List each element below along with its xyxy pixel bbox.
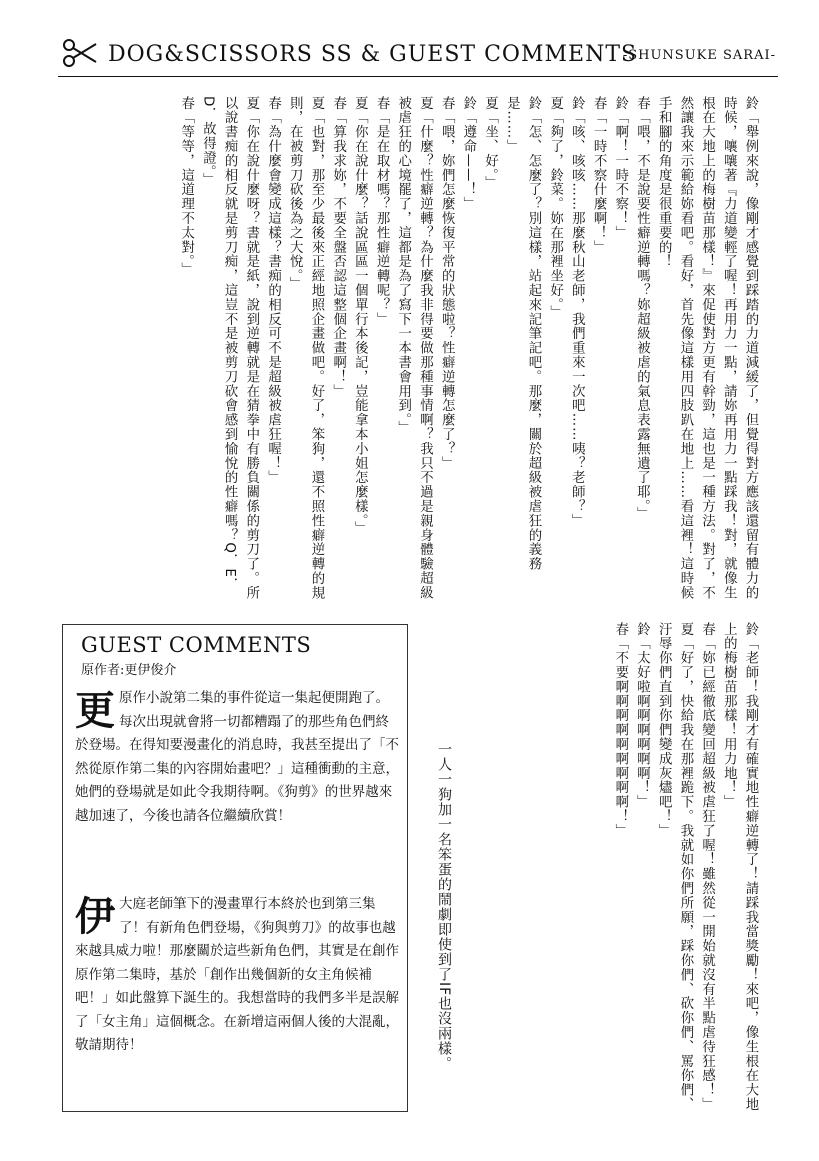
story-tagline: 一人一狗加一名笨蛋的鬧劇即使到了IF也沒兩樣。: [436, 742, 452, 1072]
story-line: 鈴「啊！一時不察！」: [612, 96, 628, 240]
page-title: DOG&SCISSORS SS & GUEST COMMENTS: [108, 42, 638, 67]
story-lower: [491, 622, 761, 1112]
story-line: 夏「好了，快給我在那裡跪下。我就如你們所願，踩你們、砍你們、罵你們、汙辱你們直到你們變成灰燼吧！」: [656, 622, 693, 1112]
story-line: 夏「夠了，鈴菜。妳在那裡坐好。」: [547, 96, 563, 320]
story-line: 鈴「怎、怎麼了？別這樣，站起來記筆記吧。那麼，關於超級被虐狂的義務是……」: [504, 96, 541, 572]
story-line: 鈴「咳、咳咳……那麼秋山老師，我們重來一次吧……咦？老師？」: [569, 96, 585, 528]
guest-comments-box: [62, 624, 408, 1112]
story-line: 春「妳已經徹底變回超級被虐狂了喔！雖然從一開始就沒有半點虐待狂感！」: [699, 622, 715, 1112]
story-line: 春「一時不察什麼啊！」: [591, 96, 607, 255]
story-line: 春「不要啊啊啊啊啊啊啊啊啊！」: [612, 622, 628, 838]
story-line: 夏「也對，那至少最後來正經地照企畫做吧。好了，笨狗，還不照性癖逆轉的規則，在被剪刀砍後為之大悅。」: [287, 96, 324, 600]
story-line: 鈴「舉例來說，像剛才感覺到踩踏的力道減緩了，但覺得對方應該還留有體力的時候，嚷嚷著『力道變輕了喔！再用力一點，請妳再用力一點踩我！對，就像生根在大地上的梅樹苗那樣！』來促使對方更有幹勁，這也是一種方法。對了，不然讓我來示範給妳看吧。看好，首先像這樣用四肢趴在地上……看這裡！這時候手和腳的角度是很重要的！: [656, 96, 758, 600]
story-line: 夏「坐、好。」: [482, 96, 498, 191]
guest-comment: [75, 687, 401, 887]
story-line: 春「喂，妳們怎麼恢復平常的狀態啦？性癖逆轉怎麼了？」: [439, 96, 455, 471]
story-line: 夏「你在說什麼呀？書就是紙，說到逆轉就是在猜拳中有勝負關係的剪刀了。所以說書痴的相反就是剪刀痴，這豈不是被剪刀砍會感到愉悅的性癖嗎？Q．E．D．故得證。」: [200, 96, 259, 600]
story-upper: [81, 96, 761, 608]
story-line: 春「為什麼會變成這樣？書痴的相反可不是超級被虐狂喔！」: [265, 96, 281, 485]
story-line: 鈴「老師！我剛才有確實地性癖逆轉了！請踩我當獎勵！來吧，像生根在大地上的梅樹苗那樣！用力地！」: [721, 622, 758, 1112]
story-line: 夏「什麼？性癖逆轉？為什麼我非得要做那種事情啊？我只不過是親身體驗超級被虐狂的心境罷了，這都是為了寫下一本書會用到。」: [395, 96, 433, 600]
story-line: 鈴「太好啦啊啊啊啊啊啊！」: [634, 622, 650, 810]
comment-text: 大庭老師筆下的漫畫單行本終於也到第三集了！有新角色們登場，《狗與剪刀》的故事也越來越具威力啦！那麼關於這些新角色們，其實是在創作原作第二集時，基於「創作出幾個新的女主角候補吧！」如此盤算下誕生的。我想當時的我們多半是誤解了「女主角」這個概念。在新增這兩個人後的大混亂，敬請期待！: [75, 896, 399, 1053]
guest-comments-title: GUEST COMMENTS: [81, 633, 312, 657]
story-line: 春「喂，不是說要性癖逆轉嗎？妳超級被虐的氣息表露無遺了耶。」: [634, 96, 650, 522]
story-line: 春「等等，這道理不太對。」: [178, 96, 194, 277]
header-author: -SHUNSUKE SARAI-: [622, 48, 776, 63]
comment-text: 原作小說第二集的事件從這一集起便開跑了。每次出現就會將一切都糟蹋了的那些角色們終於登場。在得知要漫畫化的消息時，我甚至提出了「不然從原作第二集的內容開始畫吧？」這種衝動的主意，她們的登場就是如此令我期待啊。《狗剪》的世界越來越加速了，今後也請各位繼續欣賞！: [75, 690, 399, 824]
drop-cap: 伊: [75, 893, 115, 940]
story-line: 春「算我求妳，不要全盤否認這整個企畫啊！」: [330, 96, 346, 399]
drop-cap: 更: [75, 687, 115, 734]
story-line: 夏「你在說什麼？話說區區一個單行本後記，豈能拿本小姐怎麼樣。」: [352, 96, 368, 536]
guest-comment: [75, 893, 401, 1103]
scissors-icon: [62, 38, 98, 68]
story-line: 春「是在取材嗎？那性癖逆轉呢？」: [374, 96, 390, 327]
page-header: [58, 36, 778, 77]
story-line: 鈴「遵命——！」: [460, 96, 476, 212]
guest-comments-author: 原作者:更伊俊介: [81, 663, 177, 678]
